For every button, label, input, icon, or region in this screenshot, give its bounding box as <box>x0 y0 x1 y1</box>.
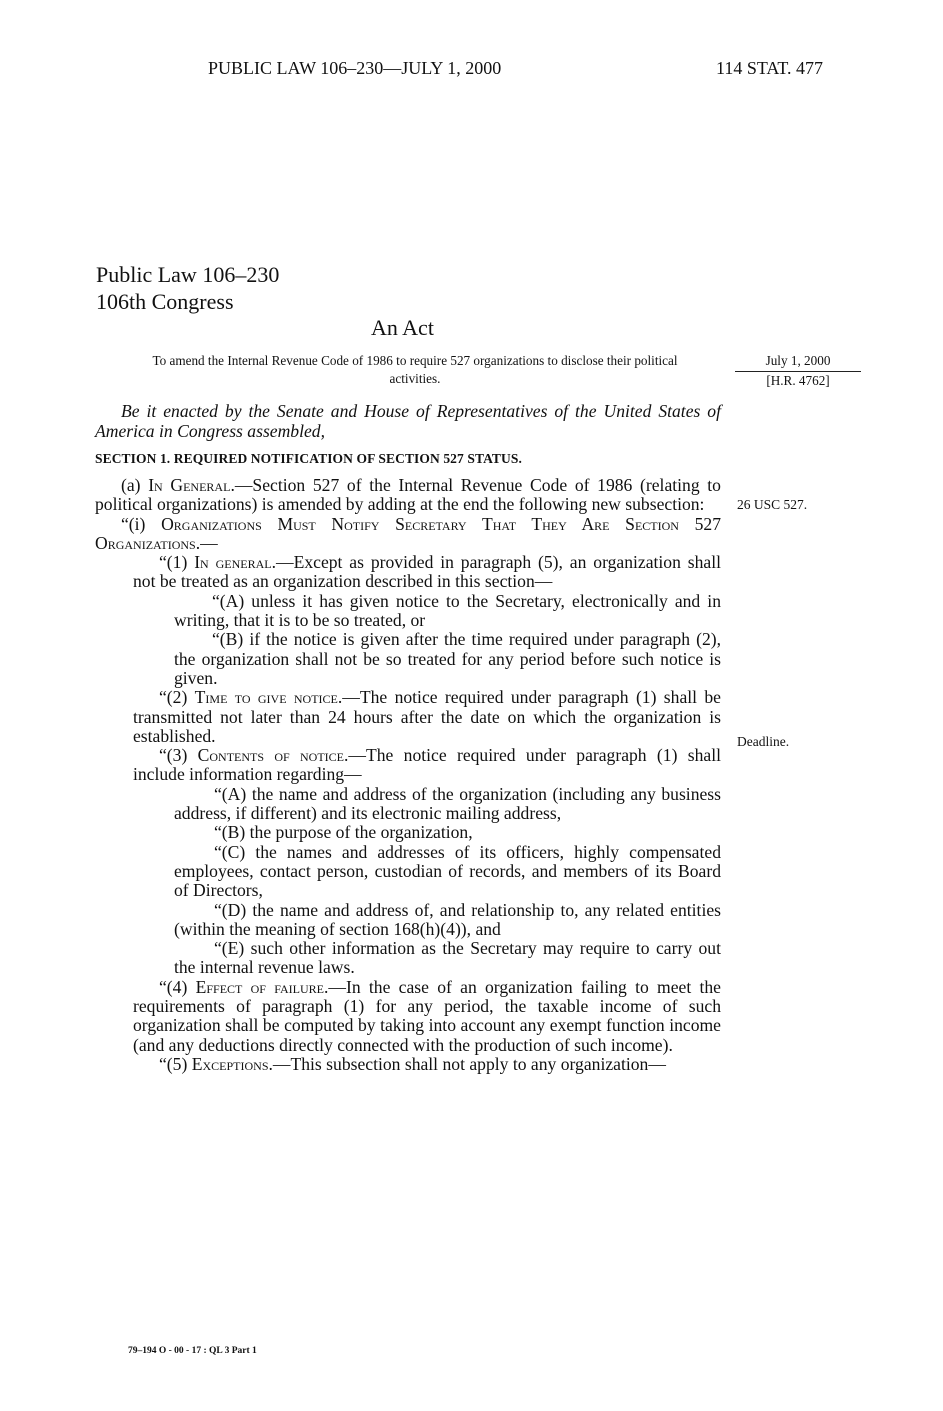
subsection-label: (a) <box>121 475 149 495</box>
paragraph-label: “(2) <box>159 687 195 708</box>
subsection-a <box>95 476 721 515</box>
section-body <box>95 476 721 1074</box>
subparagraph-3d: “(D) the name and address of, and relationship to, any related entities (within the meaning of section 168(h)(4)), and <box>174 899 721 939</box>
paragraph-text: .—In the case of an organization failing to meet the requirements of paragraph (1) for any period, the taxable income of such organization shall be computed by taking into account any exempt function income (and any deductions directly connected with the production of such income). <box>133 976 721 1055</box>
subparagraph-1a: “(A) unless it has given notice to the Secretary, electronically and in writing, that it is to be so treated, or <box>174 590 721 631</box>
subsection-label: “(i) <box>121 513 162 534</box>
act-purpose: To amend the Internal Revenue Code of 1986 to require 527 organizations to disclose their political activities. <box>152 353 678 386</box>
print-job-footer: 79–194 O - 00 - 17 : QL 3 Part 1 <box>128 1346 257 1356</box>
margin-date-block <box>735 352 861 390</box>
section-heading: SECTION 1. REQUIRED NOTIFICATION OF SECTION 527 STATUS. <box>95 451 522 466</box>
paragraph-label: “(3) <box>159 745 198 766</box>
margin-bill-number: [H.R. 4762] <box>766 373 830 388</box>
paragraph-caption: Exceptions <box>191 1053 269 1074</box>
paragraph-text: .—The notice required under paragraph (1) shall be transmitted not later than 24 hours after the date on which the organization is established. <box>133 687 721 746</box>
law-number: Public Law 106–230 <box>96 262 280 287</box>
subsection-caption: Organizations Must Notify Secretary That They Are Section 527 Organizations <box>95 513 721 553</box>
subparagraph-3e: “(E) such other information as the Secretary may require to carry out the internal revenue laws. <box>174 938 721 978</box>
subparagraph-3a: “(A) the name and address of the organization (including any business address, if different) and its electronic mailing address, <box>174 783 721 824</box>
paragraph-3 <box>95 746 721 785</box>
congress: 106th Congress <box>96 289 234 314</box>
act-title: An Act <box>371 315 434 340</box>
subparagraph-3c: “(C) the names and addresses of its officers, highly compensated employees, contact person, custodian of records, and members of its Board of Directors, <box>174 841 721 901</box>
paragraph-caption: In general <box>194 552 272 573</box>
paragraph-text: .—This subsection shall not apply to any organization— <box>268 1053 666 1074</box>
paragraph-4 <box>95 978 721 1055</box>
paragraph-label: “(4) <box>159 976 196 997</box>
subsection-caption: In General <box>148 475 231 495</box>
paragraph-text: .—Except as provided in paragraph (5), an organization shall not be treated as an organization described in this section— <box>133 552 721 592</box>
subsection-text: .— <box>195 532 218 553</box>
paragraph-text: .—The notice required under paragraph (1) shall include information regarding— <box>133 745 721 785</box>
enacting-clause: Be it enacted by the Senate and House of Representatives of the United States of America in Congress assembled, <box>95 401 721 441</box>
paragraph-1 <box>95 553 721 592</box>
subsection-i <box>95 515 721 554</box>
subparagraph-1b: “(B) if the notice is given after the time required under paragraph (2), the organization shall not be so treated for any period before such notice is given. <box>174 629 721 688</box>
margin-note-usc: 26 USC 527. <box>737 497 808 512</box>
paragraph-5 <box>95 1055 721 1074</box>
paragraph-2 <box>95 688 721 746</box>
paragraph-label: “(1) <box>159 552 195 573</box>
paragraph-caption: Contents of notice <box>197 745 344 766</box>
paragraph-caption: Effect of failure <box>195 976 324 997</box>
paragraph-label: “(5) <box>159 1053 192 1074</box>
subsection-text: .—Section 527 of the Internal Revenue Code of 1986 (relating to political organizations) is amended by adding at the end the following new subsection: <box>95 475 721 515</box>
paragraph-caption: Time to give notice <box>194 687 338 708</box>
page-number-stat: 114 STAT. 477 <box>716 58 824 78</box>
margin-note-deadline: Deadline. <box>737 734 790 749</box>
margin-date: July 1, 2000 <box>765 353 831 368</box>
running-head-left: PUBLIC LAW 106–230—JULY 1, 2000 <box>208 58 502 78</box>
subparagraph-3b: “(B) the purpose of the organization, <box>214 822 473 843</box>
